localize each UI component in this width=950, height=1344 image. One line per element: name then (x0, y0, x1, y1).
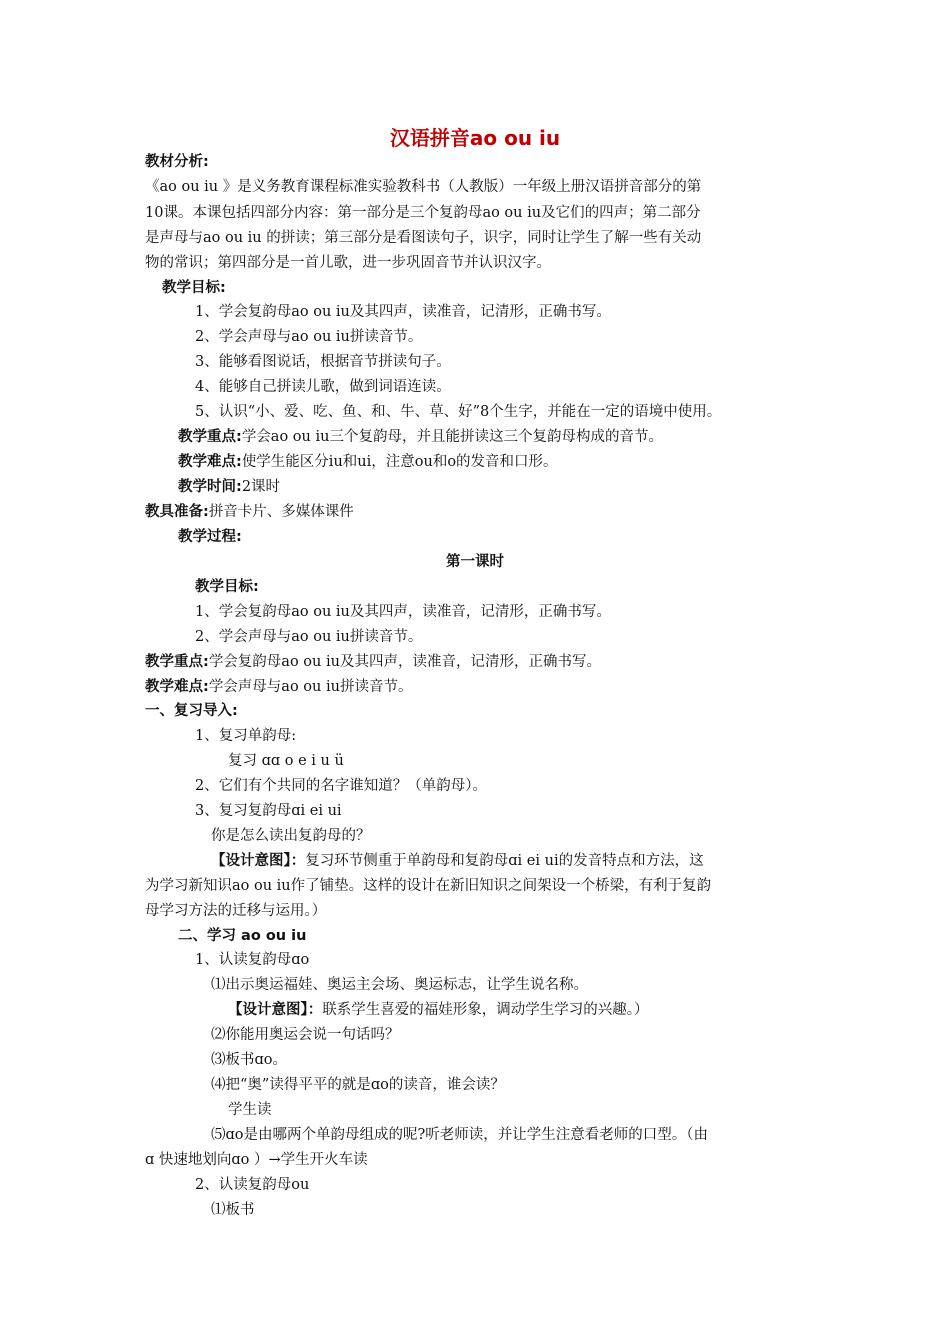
text-run: 10课。本课包括四部分内容：第一部分是三个复韵母ao ou iu及它们的四声；第二部分 (145, 205, 701, 221)
bold-label: 教学重点: (145, 654, 209, 670)
text-run: 2、它们有个共同的名字谁知道？（单韵母）。 (195, 778, 487, 794)
text-line (178, 926, 306, 946)
text-line (195, 801, 342, 821)
text-run: 《ao ou iu 》是义务教育课程标准实验教科书（人教版）一年级上册汉语拼音部分的第 (145, 179, 702, 195)
text-run: 2、学会声母与ao ou iu拼读音节。 (195, 629, 423, 645)
text-run: 学会声母与ao ou iu拼读音节。 (208, 679, 413, 695)
text-line (195, 950, 309, 970)
text-run: ɑ 快速地划向ɑo ）→学生开火车读 (145, 1152, 368, 1168)
bold-label: 教学时间: (178, 479, 242, 495)
text-run: 3、复习复韵母ɑi ei ui (195, 803, 342, 819)
text-run: 1、复习单韵母: (195, 728, 297, 744)
text-run: 是声母与ao ou iu 的拼读；第三部分是看图读句子，识字，同时让学生了解一些有关动 (145, 230, 702, 246)
text-line (228, 751, 344, 771)
bold-label: 第一课时 (446, 554, 504, 570)
text-line (211, 975, 588, 995)
text-line (195, 776, 487, 796)
text-line (0, 552, 950, 572)
text-line (195, 352, 451, 372)
text-run: ⑴出示奥运福娃、奥运主会场、奥运标志，让学生说名称。 (211, 977, 588, 993)
text-run: 物的常识；第四部分是一首儿歌，进一步巩固音节并认识汉字。 (145, 255, 551, 271)
text-line (211, 826, 371, 846)
text-run: ⑷把“奥”读得平平的就是ɑo的读音，谁会读？ (211, 1077, 505, 1093)
bold-label: 教学难点: (178, 454, 242, 470)
text-line (211, 1025, 400, 1045)
text-line (145, 652, 601, 672)
text-run: 复习环节侧重于单韵母和复韵母ɑi ei ui的发音特点和方法，这 (305, 853, 704, 869)
text-line (145, 203, 701, 223)
text-line (195, 402, 721, 422)
text-line (195, 327, 422, 347)
text-line (195, 377, 451, 397)
text-line (178, 427, 663, 447)
text-run: 联系学生喜爱的福娃形象，调动学生学习的兴趣。） (322, 1002, 649, 1018)
text-line (178, 452, 558, 472)
text-run: 你是怎么读出复韵母的？ (211, 828, 371, 844)
text-line (195, 726, 296, 746)
text-run: 3、能够看图说话，根据音节拼读句子。 (195, 354, 451, 370)
text-line (211, 1200, 255, 1220)
text-line (145, 152, 209, 172)
text-run: 1、学会复韵母ao ou iu及其四声，读准音，记清形，正确书写。 (195, 304, 611, 320)
bold-label: 二、学习 ao ou iu (178, 928, 307, 944)
text-line (195, 627, 422, 647)
text-run: 5、认识“小、爱、吃、鱼、和、牛、草、好”8个生字，并能在一定的语境中使用。 (195, 404, 722, 420)
bold-label: 【设计意图】： (228, 1002, 323, 1018)
text-line (211, 1050, 287, 1070)
text-line (145, 901, 326, 921)
bold-label: 教材分析: (145, 154, 209, 170)
text-run: 2课时 (241, 479, 281, 495)
bold-label: 教具准备: (145, 504, 209, 520)
text-line (145, 502, 354, 522)
text-line (145, 177, 701, 197)
text-run: ⑶板书ɑo。 (211, 1052, 288, 1068)
bold-label: 教学过程: (178, 529, 242, 545)
text-run: 2、学会声母与ao ou iu拼读音节。 (195, 329, 423, 345)
text-line (211, 851, 704, 871)
text-line (178, 527, 242, 547)
text-run: 使学生能区分iu和ui，注意ou和o的发音和口形。 (241, 454, 558, 470)
text-run: 复习 ɑɑ o e i u ü (228, 753, 344, 769)
text-line (211, 1075, 505, 1095)
text-line (178, 477, 280, 497)
text-line (162, 278, 226, 298)
text-line (228, 1000, 649, 1020)
text-line (211, 1125, 708, 1145)
text-line (145, 253, 551, 273)
text-line (228, 1100, 272, 1120)
text-run: 1、认读复韵母ɑo (195, 952, 310, 968)
bold-label: 【设计意图】： (211, 853, 306, 869)
text-line (195, 302, 611, 322)
text-line (145, 228, 701, 248)
page-title: 汉语拼音ao ou iu (389, 126, 561, 150)
text-line (195, 602, 611, 622)
text-run: 拼音卡片、多媒体课件 (208, 504, 354, 520)
text-run: 为学习新知识ao ou iu作了铺垫。这样的设计在新旧知识之间架设一个桥梁，有利于复韵 (145, 878, 712, 894)
bold-label: 教学目标: (162, 280, 226, 296)
text-run: 学会复韵母ao ou iu及其四声，读准音，记清形，正确书写。 (208, 654, 601, 670)
bold-label: 教学目标: (195, 579, 259, 595)
text-run: ⑵你能用奥运会说一句话吗？ (211, 1027, 400, 1043)
text-run: ⑸ɑo是由哪两个单韵母组成的呢?听老师读，并让学生注意看老师的口型。（由 (211, 1127, 709, 1143)
text-line (145, 876, 711, 896)
text-line (145, 677, 412, 697)
text-line (145, 701, 238, 721)
text-run: 学生读 (228, 1102, 272, 1118)
text-line (195, 1175, 309, 1195)
text-run: 4、能够自己拼读儿歌，做到词语连读。 (195, 379, 451, 395)
text-run: 母学习方法的迁移与运用。） (145, 903, 327, 919)
text-line (195, 577, 259, 597)
bold-label: 教学难点: (145, 679, 209, 695)
text-line (145, 1150, 368, 1170)
text-run: 学会ao ou iu三个复韵母，并且能拼读这三个复韵母构成的音节。 (241, 429, 663, 445)
text-run: 2、认读复韵母ou (195, 1177, 310, 1193)
text-run: 1、学会复韵母ao ou iu及其四声，读准音，记清形，正确书写。 (195, 604, 611, 620)
bold-label: 教学重点: (178, 429, 242, 445)
text-run: ⑴板书 (211, 1202, 255, 1218)
bold-label: 一、复习导入: (145, 703, 238, 719)
